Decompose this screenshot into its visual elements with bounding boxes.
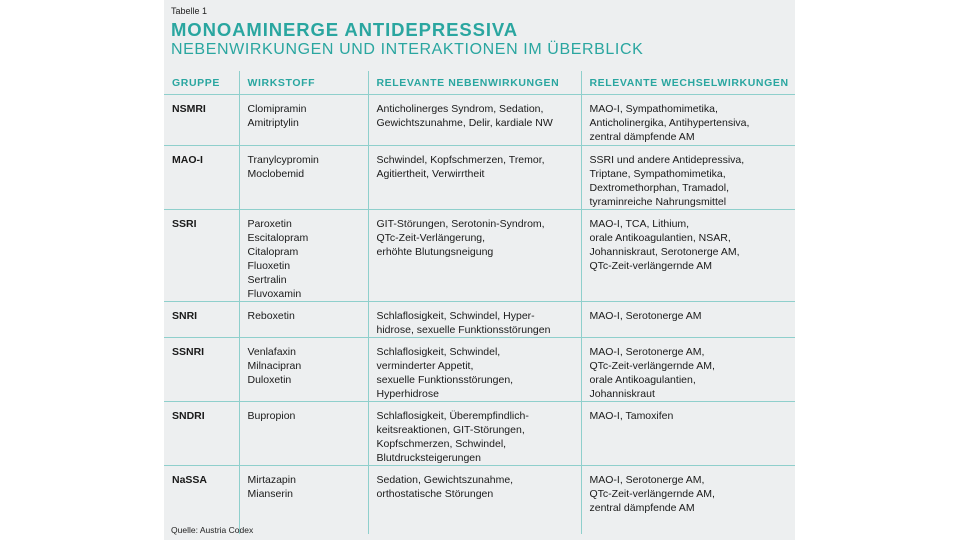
cell-interactions bbox=[581, 466, 795, 534]
header-drug: WIRKSTOFF bbox=[239, 71, 368, 95]
cell-line: hidrose, sexuelle Funktionsstörungen bbox=[376, 324, 551, 336]
table-caption: Tabelle 1 bbox=[171, 6, 208, 16]
cell-line: Anticholinerges Syndrom, Sedation, bbox=[376, 103, 544, 115]
cell-line: Triptane, Sympathomimetika, bbox=[589, 168, 726, 180]
cell-line: MAO-I, Sympathomimetika, bbox=[589, 103, 718, 115]
cell-group: NSMRI bbox=[172, 103, 206, 115]
cell-line: Amitriptylin bbox=[247, 117, 299, 129]
cell-side-effects bbox=[368, 466, 581, 534]
cell-line: Mirtazapin bbox=[247, 474, 296, 486]
cell-line: MAO-I, Tamoxifen bbox=[589, 410, 674, 422]
cell-line: Kopfschmerzen, Schwindel, bbox=[376, 438, 507, 450]
cell-line: Agitiertheit, Verwirrtheit bbox=[376, 168, 485, 180]
cell-side-effects bbox=[368, 402, 581, 466]
cell-line: Bupropion bbox=[247, 410, 296, 422]
cell-line: Tranylcypromin bbox=[247, 154, 319, 166]
cell-line: MAO-I, Serotonerge AM, bbox=[589, 346, 705, 358]
table-row bbox=[164, 466, 795, 534]
cell-drugs bbox=[239, 466, 368, 534]
cell-line: Citalopram bbox=[247, 246, 299, 258]
cell-line: Mianserin bbox=[247, 488, 294, 500]
cell-side-effects bbox=[368, 302, 581, 338]
cell-line: orthostatische Störungen bbox=[376, 488, 494, 500]
table-row bbox=[164, 338, 795, 402]
source-note: Quelle: Austria Codex bbox=[171, 525, 254, 535]
cell-drugs bbox=[239, 210, 368, 302]
table-row bbox=[164, 146, 795, 210]
cell-line: Schlaflosigkeit, Überempfindlich- bbox=[376, 410, 529, 422]
cell-line: Schwindel, Kopfschmerzen, Tremor, bbox=[376, 154, 545, 166]
cell-line: Anticholinergika, Antihypertensiva, bbox=[589, 117, 750, 129]
cell-line: orale Antikoagulantien, NSAR, bbox=[589, 232, 731, 244]
cell-drugs bbox=[239, 302, 368, 338]
cell-line: Fluoxetin bbox=[247, 260, 291, 272]
cell-line: Schlaflosigkeit, Schwindel, bbox=[376, 346, 501, 358]
cell-line: GIT-Störungen, Serotonin-Syndrom, bbox=[376, 218, 545, 230]
cell-drugs bbox=[239, 146, 368, 210]
cell-interactions bbox=[581, 302, 795, 338]
cell-line: QTc-Zeit-verlängernde AM bbox=[589, 260, 713, 272]
cell-line: Hyperhidrose bbox=[376, 388, 439, 400]
cell-interactions bbox=[581, 95, 795, 146]
cell-line: QTc-Zeit-Verlängerung, bbox=[376, 232, 486, 244]
table-title: MONOAMINERGE ANTIDEPRESSIVA bbox=[171, 19, 519, 40]
table-subtitle: NEBENWIRKUNGEN UND INTERAKTIONEN IM ÜBERBLICK bbox=[171, 41, 644, 58]
cell-line: Fluvoxamin bbox=[247, 288, 302, 300]
cell-side-effects bbox=[368, 210, 581, 302]
cell-line: Sedation, Gewichtszunahme, bbox=[376, 474, 514, 486]
antidepressant-table bbox=[164, 71, 795, 534]
cell-line: QTc-Zeit-verlängernde AM, bbox=[589, 360, 715, 372]
cell-interactions bbox=[581, 146, 795, 210]
cell-line: Dextromethorphan, Tramadol, bbox=[589, 182, 729, 194]
table-row bbox=[164, 402, 795, 466]
cell-side-effects bbox=[368, 338, 581, 402]
cell-line: SSRI und andere Antidepressiva, bbox=[589, 154, 745, 166]
cell-interactions bbox=[581, 210, 795, 302]
cell-line: Duloxetin bbox=[247, 374, 292, 386]
cell-line: erhöhte Blutungsneigung bbox=[376, 246, 494, 258]
cell-line: Johanniskraut, Serotonerge AM, bbox=[589, 246, 740, 258]
cell-line: zentral dämpfende AM bbox=[589, 131, 695, 143]
cell-line: Clomipramin bbox=[247, 103, 307, 115]
cell-line: Milnacipran bbox=[247, 360, 302, 372]
cell-line: Paroxetin bbox=[247, 218, 292, 230]
cell-drugs bbox=[239, 95, 368, 146]
cell-group: SNRI bbox=[172, 310, 198, 322]
cell-side-effects bbox=[368, 95, 581, 146]
table-panel bbox=[164, 0, 795, 540]
cell-line: Johanniskraut bbox=[589, 388, 655, 400]
cell-line: Reboxetin bbox=[247, 310, 295, 322]
cell-group: SSRI bbox=[172, 218, 197, 230]
cell-line: Venlafaxin bbox=[247, 346, 296, 358]
cell-line: Sertralin bbox=[247, 274, 287, 286]
cell-line: Moclobemid bbox=[247, 168, 305, 180]
cell-line: QTc-Zeit-verlängernde AM, bbox=[589, 488, 715, 500]
header-row bbox=[164, 71, 795, 95]
table-row bbox=[164, 95, 795, 146]
cell-line: MAO-I, TCA, Lithium, bbox=[589, 218, 690, 230]
cell-interactions bbox=[581, 402, 795, 466]
cell-drugs bbox=[239, 402, 368, 466]
header-group: GRUPPE bbox=[172, 76, 220, 89]
cell-line: sexuelle Funktionsstörungen, bbox=[376, 374, 514, 386]
table-row bbox=[164, 302, 795, 338]
cell-line: MAO-I, Serotonerge AM, bbox=[589, 474, 705, 486]
cell-group: SNDRI bbox=[172, 410, 205, 422]
cell-group: NaSSA bbox=[172, 474, 208, 486]
cell-line: zentral dämpfende AM bbox=[589, 502, 695, 514]
cell-line: Gewichtszunahme, Delir, kardiale NW bbox=[376, 117, 553, 129]
cell-interactions bbox=[581, 338, 795, 402]
header-side-effects: RELEVANTE NEBENWIRKUNGEN bbox=[368, 71, 581, 95]
cell-group: MAO-I bbox=[172, 154, 203, 166]
cell-line: keitsreaktionen, GIT-Störungen, bbox=[376, 424, 525, 436]
table-row bbox=[164, 210, 795, 302]
cell-drugs bbox=[239, 338, 368, 402]
cell-line: tyraminreiche Nahrungsmittel bbox=[589, 196, 727, 208]
header-interactions: RELEVANTE WECHSELWIRKUNGEN bbox=[581, 71, 795, 95]
cell-line: Blutdrucksteigerungen bbox=[376, 452, 481, 464]
cell-line: Schlaflosigkeit, Schwindel, Hyper- bbox=[376, 310, 535, 322]
cell-group: SSNRI bbox=[172, 346, 205, 358]
cell-line: verminderter Appetit, bbox=[376, 360, 474, 372]
cell-line: Escitalopram bbox=[247, 232, 309, 244]
cell-line: MAO-I, Serotonerge AM bbox=[589, 310, 702, 322]
cell-side-effects bbox=[368, 146, 581, 210]
cell-line: orale Antikoagulantien, bbox=[589, 374, 696, 386]
